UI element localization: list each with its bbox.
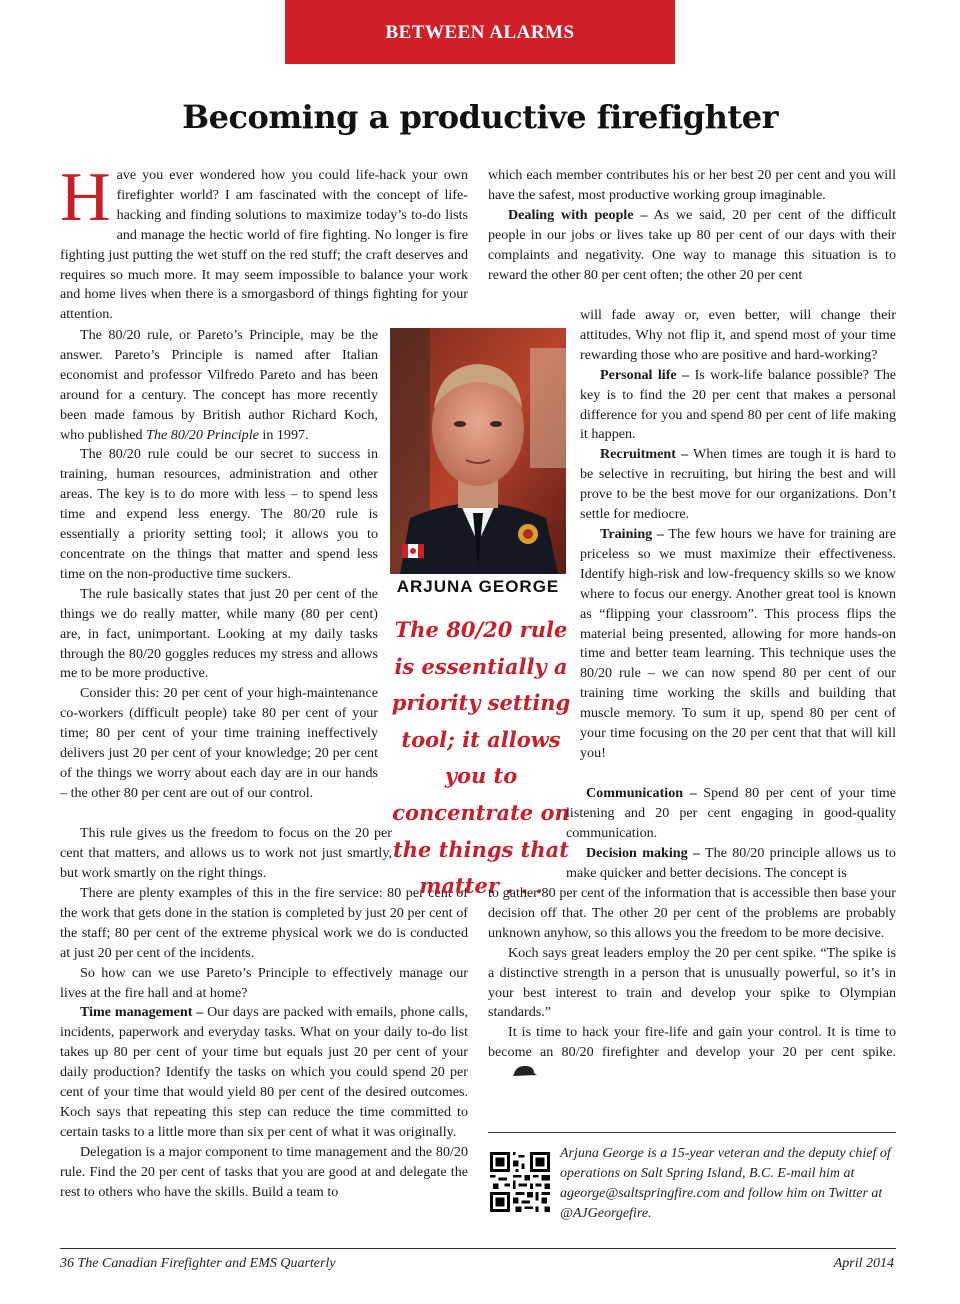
pull-quote: The 80/20 rule is essentially a priority setting tool; it allows you to concentrate on the things that matter . . . xyxy=(391,617,571,899)
column1-lower xyxy=(60,884,468,1203)
column2-wrap2 xyxy=(566,784,896,884)
subhead: Decision making – xyxy=(586,844,700,861)
paragraph: to gather 80 per cent of the information that is accessible then base your decision off that. The other 20 per cent of the problems are probably unknown anyhow, so this allows you the freedom to be more decisive. xyxy=(488,885,896,941)
author-photo xyxy=(390,328,566,574)
bio-divider xyxy=(488,1132,896,1133)
paragraph: This rule gives us the freedom to focus on the 20 per cent that matters, and allows us to work not just smartly, but work smartly on the right things. xyxy=(60,825,392,881)
paragraph: Communication – Spend 80 per cent of your time listening and 20 per cent engaging in good-quality communication. xyxy=(566,785,896,841)
paragraph: Personal life – Is work-life balance possible? The key is to find the 20 per cent that makes a personal difference for you and spend 80 per cent of life making it happen. xyxy=(580,366,897,443)
paragraph: Dealing with people – As we said, 20 per cent of the difficult people in our jobs or lives take up 80 per cent of our days with their complaints and negativity. One way to manage this situation is to reward the other 80 per cent often; the other 20 per cent xyxy=(488,206,897,283)
column2-lower xyxy=(488,884,896,1085)
paragraph: Consider this: 20 per cent of your high-maintenance co-workers (difficult people) take 80 per cent of your time; 80 per cent of your time training ineffectively delivers just 20 per cent of your knowledge; 20 per cent of the things we worry about each day are in our hands – the other 80 per cent are out of our control. xyxy=(60,685,378,801)
paragraph: Koch says great leaders employ the 20 per cent spike. “The spike is a distinctive strength in a person that is unusually powerful, so it’s in your best interest to train and develop your spike to Olympian standards.” xyxy=(488,944,896,1021)
paragraph: Recruitment – When times are tough it is hard to be selective in recruiting, but hiring the best and will prove to be the best move for our organizations. Don’t settle for mediocre. xyxy=(580,446,896,523)
paragraph: The rule basically states that just 20 per cent of the things we do really matter, while many (80 per cent) are, in fact, unimportant. Looking at my daily tasks through the 80/20 goggles reduces my stress and allows me to be more productive. xyxy=(60,585,378,682)
paragraph: Training – The few hours we have for training are priceless so we must maximize their effectiveness. Identify high-risk and low-frequency skills so we know where to focus our energy. Another great tool is known as “flipping your classroom”. This process flips the material being presented, allowing for more hands-on time and better team learning. This technique uses the 80/20 rule – we can now spend 80 per cent of our training time working the skills and building that muscle memory. To sum it up, spend 80 per cent of your time focusing on the 20 per cent that that will kill you! xyxy=(580,525,896,761)
footer-divider xyxy=(60,1248,896,1249)
photo-caption: ARJUNA GEORGE xyxy=(396,577,560,596)
intro-paragraph xyxy=(60,159,468,325)
column1-wrap xyxy=(60,326,378,804)
book-title: The 80/20 Principle xyxy=(146,426,259,443)
footer-publication: 36 The Canadian Firefighter and EMS Quarterly xyxy=(60,1256,336,1271)
subhead: Communication – xyxy=(586,785,697,801)
intro-text: ave you ever wondered how you could life-hack your own firefighter world? I am fascinated with the concept of life-hacking and finding solutions to maximize today’s to-do lists and manage the hectic world of fire fighting. No longer is fire fighting just putting the wet stuff on the red stuff; the craft deserves and requires so much more. It may seem impossible to balance your work and home lives when there is a smorgasbord of things fighting for your attention. xyxy=(60,167,468,323)
paragraph: So how can we use Pareto’s Principle to effectively manage our lives at the fire hall and at home? xyxy=(60,964,468,1001)
paragraph: Time management – Our days are packed with emails, phone calls, incidents, paperwork and everyday tasks. What on your daily to-do list takes up 80 per cent of your time but equals just 20 per cent of your daily production? Identify the tasks on which you could spend 20 per cent of your time that would yield 80 per cent of the desired outcomes. Koch says that repeating this step can reduce the time committed to certain tasks to a little more than six per cent of what it was originally. xyxy=(60,1004,468,1140)
paragraph: which each member contributes his or her best 20 per cent and you will have the safest, most productive working group imaginable. xyxy=(488,167,896,203)
footer-date: April 2014 xyxy=(833,1256,894,1271)
section-banner xyxy=(285,0,675,64)
paragraph: will fade away or, even better, will change their attitudes. Why not flip it, and spend most of your time rewarding those who are positive and hard-working? xyxy=(580,307,896,363)
paragraph: Decision making – The 80/20 principle allows us to make quicker and better decisions. The concept is xyxy=(566,844,896,881)
subhead: Personal life – xyxy=(600,366,690,383)
paragraph: Delegation is a major component to time management and the 80/20 rule. Find the 20 per cent of tasks that you are good at and delegate the rest to others who have the skills. Build a team to xyxy=(60,1143,468,1200)
drop-cap: H xyxy=(60,159,111,236)
column1-wrap2 xyxy=(60,824,392,884)
paragraph: The 80/20 rule could be our secret to success in training, human resources, administration and other areas. The key is to do more with less – to spend less time and expend less energy. The 80/20 rule is essentially a priority setting tool; it allows you to concentrate on the things that matter and spend less time on the non-productive time suckers. xyxy=(60,446,378,582)
qr-code-icon[interactable] xyxy=(490,1152,550,1212)
subhead: Training – xyxy=(600,525,664,542)
subhead: Recruitment – xyxy=(600,446,689,463)
section-label: BETWEEN ALARMS xyxy=(385,22,575,43)
column2-upper xyxy=(488,166,896,285)
article-title: Becoming a productive firefighter xyxy=(182,98,778,136)
author-bio: Arjuna George is a 15-year veteran and the deputy chief of operations on Salt Spring Island, B.C. E-mail him at ageorge@saltspringfire.com and follow him on Twitter at @AJGeorgefire. xyxy=(560,1146,891,1221)
paragraph: It is time to hack your fire-life and gain your control. It is time to become an 80/20 firefighter and develop your 20 per cent spike. xyxy=(488,1023,896,1085)
subhead: Dealing with people – xyxy=(508,206,648,223)
helmet-icon xyxy=(492,1064,538,1085)
paragraph: The 80/20 rule, or Pareto’s Principle, may be the answer. Pareto’s Principle is named after Italian economist and professor Vilfredo Pareto and has been around for a century. The concept has more recently been made famous by British author Richard Koch, who published The 80/20 Principle in 1997. xyxy=(60,327,378,443)
subhead: Time management – xyxy=(80,1004,204,1021)
paragraph: There are plenty examples of this in the fire service: 80 per cent of the work that gets done in the station is completed by just 20 per cent of the staff; 80 per cent of the extreme physical work we do is conducted at just 20 per cent of the incidents. xyxy=(60,885,468,961)
column2-wrap xyxy=(580,306,896,764)
